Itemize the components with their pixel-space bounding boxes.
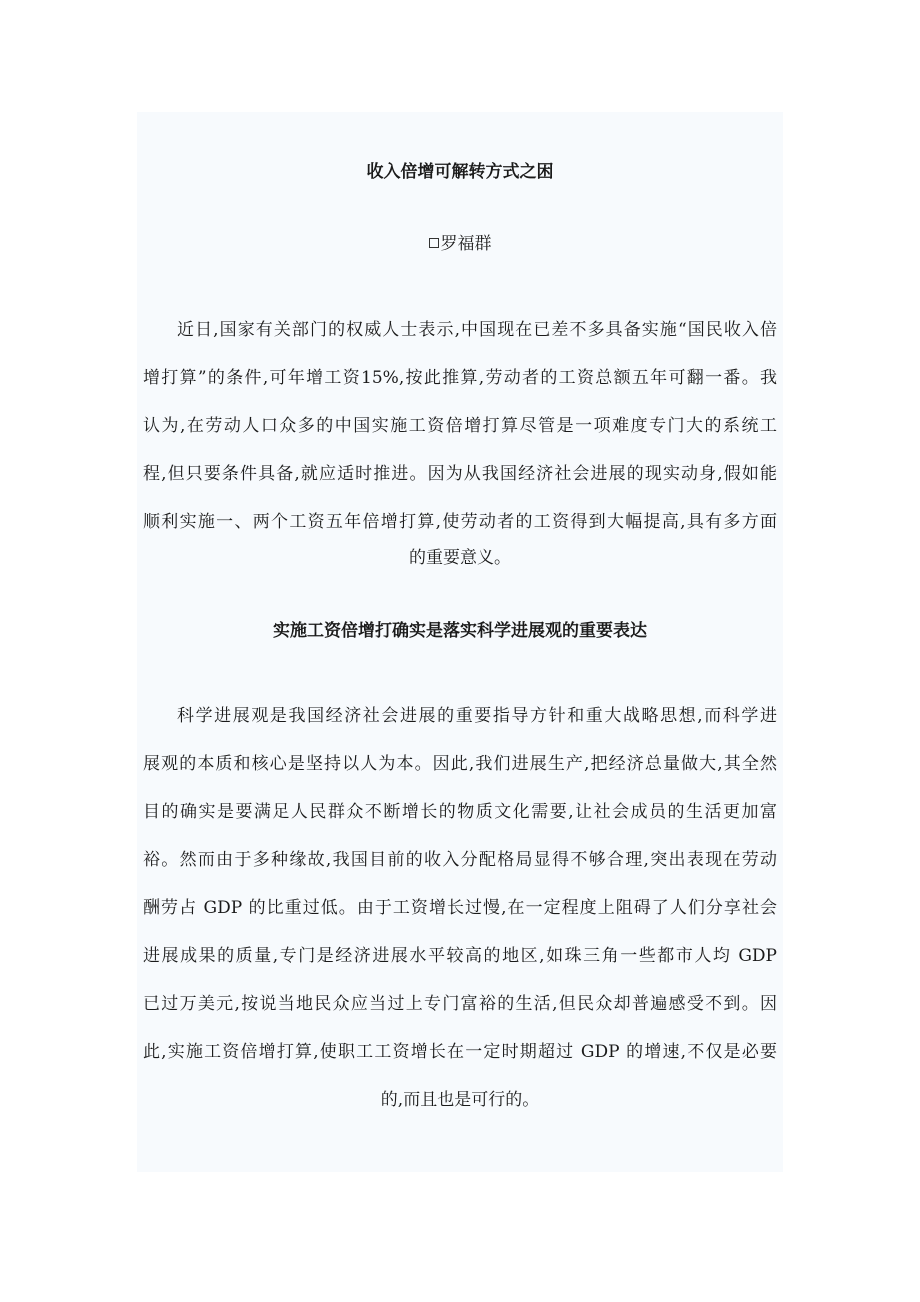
paragraph-2-line-4: 裕。然而由于多种缘故,我国目前的收入分配格局显得不够合理,突出表现在劳动: [143, 850, 777, 870]
author-name: 罗福群: [440, 234, 492, 254]
paragraph-1-line-4: 程,但只要条件具备,就应适时推进。因为从我国经济社会进展的现实动身,假如能: [143, 464, 777, 484]
paragraph-2-line-2: 展观的本质和核心是坚持以人为本。因此,我们进展生产,把经济总量做大,其全然: [143, 754, 777, 774]
paragraph-1-line-1: 近日,国家有关部门的权威人士表示,中国现在已差不多具备实施“国民收入倍: [177, 320, 777, 340]
paragraph-2-line-8: 此,实施工资倍增打算,使职工工资增长在一定时期超过 GDP 的增速,不仅是必要: [143, 1042, 777, 1062]
paragraph-2-line-5: 酬劳占 GDP 的比重过低。由于工资增长过慢,在一定程度上阻碍了人们分享社会: [143, 898, 777, 918]
square-bullet-icon: [429, 238, 439, 248]
author-byline: [137, 232, 783, 256]
paragraph-1-line-3: 认为,在劳动人口众多的中国实施工资倍增打算尽管是一项难度专门大的系统工: [143, 416, 777, 436]
document-page: [137, 112, 783, 1172]
paragraph-1-line-5: 顺利实施一、两个工资五年倍增打算,使劳动者的工资得到大幅提高,具有多方面: [143, 512, 777, 532]
paragraph-2-line-9: 的,而且也是可行的。: [380, 1090, 540, 1110]
paragraph-1-line-6: 的重要意义。: [409, 548, 511, 568]
paragraph-1-line-2: 增打算”的条件,可年增工资15%,按此推算,劳动者的工资总额五年可翻一番。我: [143, 368, 777, 388]
article-title: 收入倍增可解转方式之困: [366, 162, 554, 182]
paragraph-2-line-6: 进展成果的质量,专门是经济进展水平较高的地区,如珠三角一些都市人均 GDP: [143, 946, 777, 966]
paragraph-2-line-3: 目的确实是要满足人民群众不断增长的物质文化需要,让社会成员的生活更加富: [143, 802, 777, 822]
section-heading: 实施工资倍增打确实是落实科学进展观的重要表达: [273, 621, 647, 641]
paragraph-2-line-1: 科学进展观是我国经济社会进展的重要指导方针和重大战略思想,而科学进: [177, 706, 777, 726]
paragraph-2-line-7: 已过万美元,按说当地民众应当过上专门富裕的生活,但民众却普遍感受不到。因: [143, 994, 777, 1014]
